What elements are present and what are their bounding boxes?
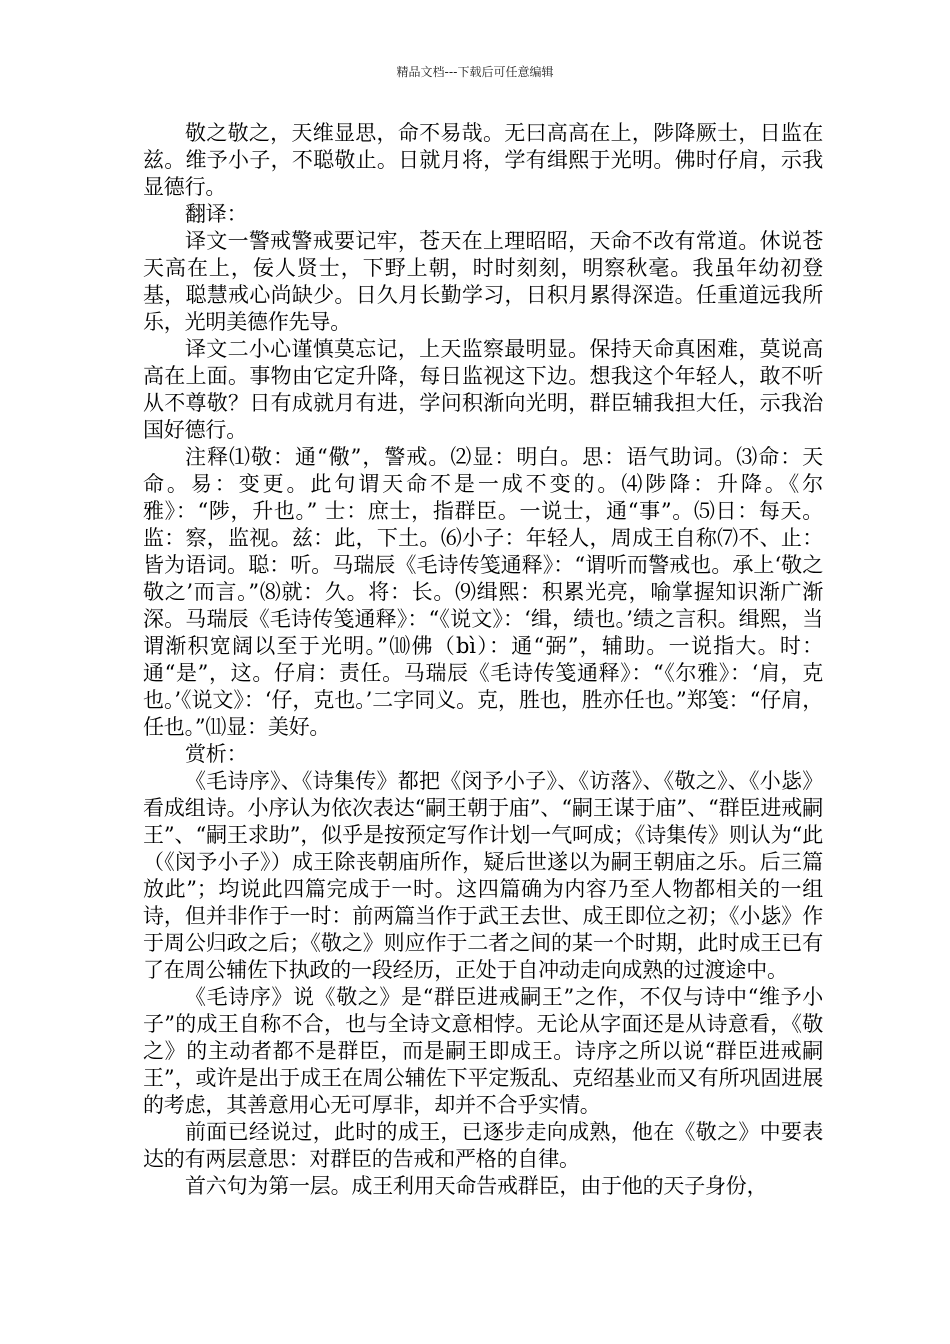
page-header: 精品文档---下载后可任意编辑	[396, 65, 554, 79]
appreciation-paragraph: 首六句为第一层。成王利用天命告戒群臣，由于他的天子身份，	[185, 1174, 768, 1198]
translation-heading: 翻译：	[185, 202, 248, 226]
appreciation-paragraph: 前面已经说过，此时的成王，已逐步走向成熟，他在《敬之》中要表达的有两层意思：对群臣的告戒和严格的自律。	[143, 1120, 823, 1171]
document-body	[143, 120, 823, 1200]
poem-text: 敬之敬之，天维显思，命不易哉。无曰高高在上，陟降厥士，日监在兹。维予小子，不聪敬止。日就月将，学有缉熙于光明。佛时仔肩，示我显德行。	[143, 121, 823, 199]
translation-two: 译文二小心谨慎莫忘记，上天监察最明显。保持天命真困难，莫说高高在上面。事物由它定升降，每日监视这下边。想我这个年轻人，敢不听从不尊敬？日有成就月有进，学问积渐向光明，群臣辅我担大任，示我治国好德行。	[143, 337, 823, 442]
translation-one: 译文一警戒警戒要记牢，苍天在上理昭昭，天命不改有常道。休说苍天高在上，佞人贤士，下野上朝，时时刻刻，明察秋毫。我虽年幼初登基，聪慧戒心尚缺少。日久月长勤学习，日积月累得深造。任重道远我所乐，光明美德作先导。	[143, 229, 823, 334]
annotations: 注释⑴敬：通“儆”，警戒。⑵显：明白。思：语气助词。⑶命：天命。易：变更。此句谓天命不是一成不变的。⑷陟降：升降。《尔雅》：“陟，升也。” 士：庶士，指群臣。一说士，通“事”。⑸日：每天。监：察，监视。兹：此，下土。⑹小子：年轻人，周成王自称⑺不、止：皆为语词。聪：听。马瑞辰《毛诗传笺通释》：“谓听而警戒也。承上‘敬之敬之’而言。”⑻就：久。将：长。⑼缉熙：积累光亮，喻掌握知识渐广渐深。马瑞辰《毛诗传笺通释》：“《说文》：‘缉，绩也。’绩之言积。缉熙，当谓渐积宽阔以至于光明。”⑽佛（bì）：通“弼”，辅助。一说指大。时：通“是”，这。仔肩：责任。马瑞辰《毛诗传笺通释》：“《尔雅》：‘肩，克也。’《说文》：‘仔，克也。’二字同义。克，胜也，胜亦任也。”郑笺：“仔肩，任也。”⑾显：美好。	[143, 445, 823, 739]
appreciation-heading: 赏析：	[185, 742, 248, 766]
appreciation-paragraph: 《毛诗序》、《诗集传》都把《闵予小子》、《访落》、《敬之》、《小毖》看成组诗。小序认为依次表达“嗣王朝于庙”、“嗣王谋于庙”、“群臣进戒嗣王”、“嗣王求助”，似乎是按预定写作计划一气呵成；《诗集传》则认为“此（《闵予小子》）成王除丧朝庙所作，疑后世遂以为嗣王朝庙之乐。后三篇放此”；均说此四篇完成于一时。这四篇确为内容乃至人物都相关的一组诗，但并非作于一时：前两篇当作于武王去世、成王即位之初；《小毖》作于周公归政之后；《敬之》则应作于二者之间的某一个时期，此时成王已有了在周公辅佐下执政的一段经历，正处于自冲动走向成熟的过渡途中。	[143, 769, 823, 982]
appreciation-paragraph: 《毛诗序》说《敬之》是“群臣进戒嗣王”之作，不仅与诗中“维予小子”的成王自称不合，也与全诗文意相悖。无论从字面还是从诗意看，《敬之》的主动者都不是群臣，而是嗣王即成王。诗序之所以说“群臣进戒嗣王”，或许是出于成王在周公辅佐下平定叛乱、克绍基业而又有所巩固进展的考虑，其善意用心无可厚非，却并不合乎实情。	[143, 985, 823, 1117]
